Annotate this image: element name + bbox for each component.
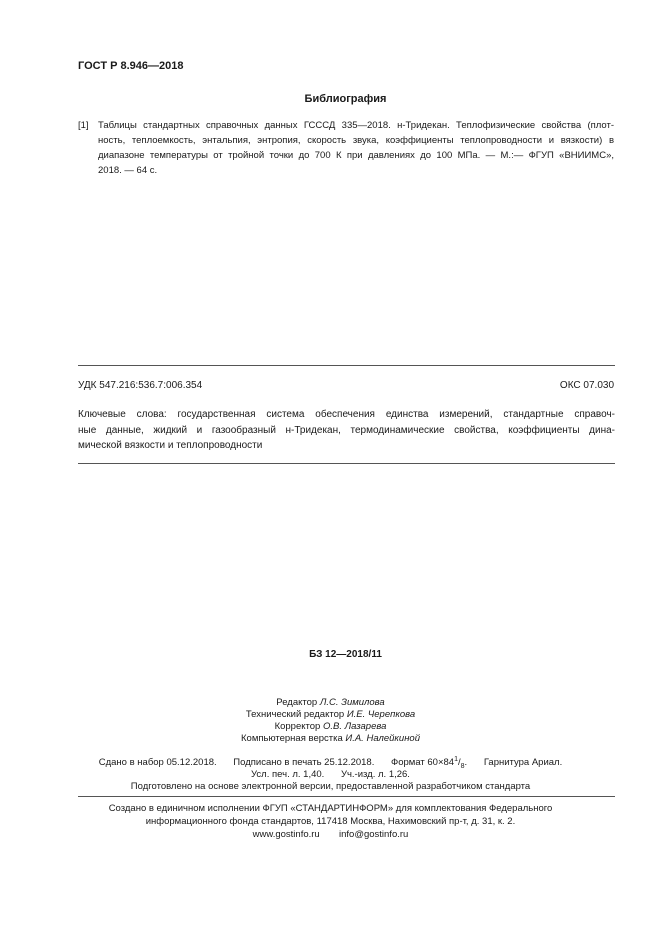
reference-line: диапазоне температуры от тройной точки до 700 К при давлениях до 100 МПа. — М.:— ФГУП «ВНИИМС»,	[98, 150, 614, 161]
editor-role: Редактор	[276, 697, 318, 708]
reference-text	[98, 118, 614, 178]
keywords-line: ные данные, жидкий и газообразный н-Тридекан, термодинамические свойства, коэффициенты дина-	[78, 424, 615, 436]
publisher-line-2: информационного фонда стандартов, 117418 Москва, Нахимовский пр-т, д. 31, к. 2.	[145, 816, 516, 827]
print-sheets: Усл. печ. л. 1,40.	[251, 769, 325, 780]
tech-editor-name: И.Е. Черепкова	[346, 709, 416, 720]
layout-name: И.А. Налейкиной	[345, 733, 420, 744]
keywords-line: Ключевые слова: государственная система обеспечения единства измерений, стандартные справоч-	[78, 409, 615, 420]
bz-number: БЗ 12—2018/11	[309, 649, 382, 660]
bibliography-title: Библиография	[304, 93, 387, 105]
corrector-name: О.В. Лазарева	[322, 721, 387, 732]
paper-format: Формат $60\times 84^1/_8$.	[391, 756, 468, 771]
keywords-block	[78, 407, 615, 454]
publisher-block	[0, 802, 661, 841]
divider-keywords	[78, 463, 615, 464]
divider-top	[78, 365, 615, 366]
signed-date: Подписано в печать 25.12.2018.	[233, 757, 375, 769]
sheets-line	[0, 769, 661, 780]
divider-bottom	[78, 796, 615, 797]
editor-line	[0, 697, 661, 708]
typeface: Гарнитура Ариал.	[483, 757, 563, 769]
oks-code: ОКС 07.030	[559, 380, 614, 391]
udk-code: УДК 547.216:536.7:006.354	[78, 380, 203, 391]
editor-name: Л.С. Зимилова	[319, 697, 385, 708]
print-details-line	[0, 756, 661, 770]
keywords-line: мической вязкости и теплопроводности	[78, 440, 263, 451]
publishing-sheets: Уч.-изд. л. 1,26.	[340, 769, 410, 780]
prepared-note: Подготовлено на основе электронной версии, предоставленной разработчиком стандарта	[130, 781, 531, 792]
layout-role: Компьютерная верстка	[241, 733, 343, 744]
document-code: ГОСТ Р 8.946—2018	[78, 60, 184, 72]
layout-line	[0, 733, 661, 744]
publisher-line-1: Создано в единичном исполнении ФГУП «СТАНДАРТИНФОРМ» для комплектования Федерального	[108, 803, 553, 814]
reference-line: 2018. — 64 с.	[98, 165, 158, 176]
reference-number: [1]	[78, 120, 89, 131]
publisher-contacts	[0, 828, 661, 841]
sent-date: Сдано в набор 05.12.2018.	[98, 757, 217, 769]
tech-editor-line	[0, 709, 661, 720]
corrector-line	[0, 721, 661, 732]
reference-line: ность, теплоемкость, энтальпия, энтропия, скорость звука, коэффициенты теплопроводности и вязкости) в	[98, 135, 614, 146]
reference-line: Таблицы стандартных справочных данных ГСССД 335—2018. н-Тридекан. Теплофизические свойства (плот-	[98, 120, 614, 131]
website-link[interactable]: www.gostinfo.ru	[252, 829, 320, 840]
tech-editor-role: Технический редактор	[245, 709, 345, 720]
corrector-role: Корректор	[274, 721, 321, 732]
bibliography-entry	[78, 118, 614, 178]
email-link[interactable]: info@gostinfo.ru	[339, 829, 409, 840]
